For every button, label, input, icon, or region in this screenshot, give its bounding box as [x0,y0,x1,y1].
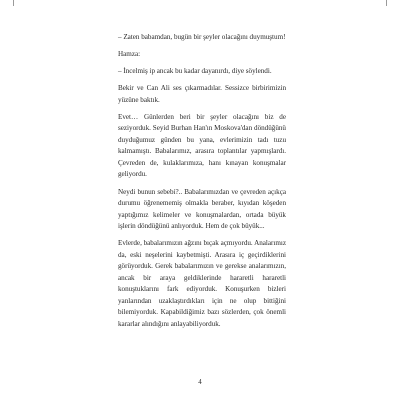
crop-mark-right [386,0,387,6]
paragraph-3: – İncelmiş ip ancak bu kadar dayanırdı, diye söylendi. [118,67,272,76]
paragraph-5: Evet… Günlerden beri bir şeyler olacağını biz de seziyorduk. Seyid Burhan Han'ın Moskova'dan döndüğünü duyduğumuz günden bu yana, evlerimizin tadı tuzu kalmamıştı. Babalarımız, arasıra toplantılar yapmışlardı. Çevreden de, kulaklarımıza, hanı kınayan konuşmalar geliyordu. [118,112,286,179]
paragraph-6: Neydi bunun sebebi?.. Babalarımızdan ve çevreden açıkça durumu öğrenememiş olmakla beraber, kıyıdan köşeden yaptığımız kelimeler ve konuşmalardan, ortada büyük işlerin döndüğünü anlıyorduk. Hem de çok büyük... [118,187,286,231]
page-number: 4 [198,378,202,386]
paragraph-1: – Zaten babamdan, bugün bir şeyler olacağını duymuştum! [118,33,286,41]
paragraph-4: Bekir ve Can Ali ses çıkarmadılar. Sessizce birbirimizin yüzüne baktık. [118,84,286,104]
paragraph-2: Hamza: [118,50,141,59]
paragraph-7: Evlerde, babalarımızın ağzını bıçak açmıyordu. Analarımız da, eski neşelerini kaybetmişti. Arasıra iç geçirdiklerini görüyorduk. Gerek babalarımızın ve gerekse analarımızın, ancak bir araya geldiklerinde hararetli hararetli konuştuklarını fark ediyorduk. Konuşurken bizleri yanlarından uzaklaştırdıkları için ne olup bittiğini bilemiyorduk. Kapabildiğimiz bazı sözlerden, çok önemli kararlar alındığını anlayabiliyorduk. [118,239,286,329]
body-text [118,32,286,331]
crop-mark-left [13,0,14,6]
